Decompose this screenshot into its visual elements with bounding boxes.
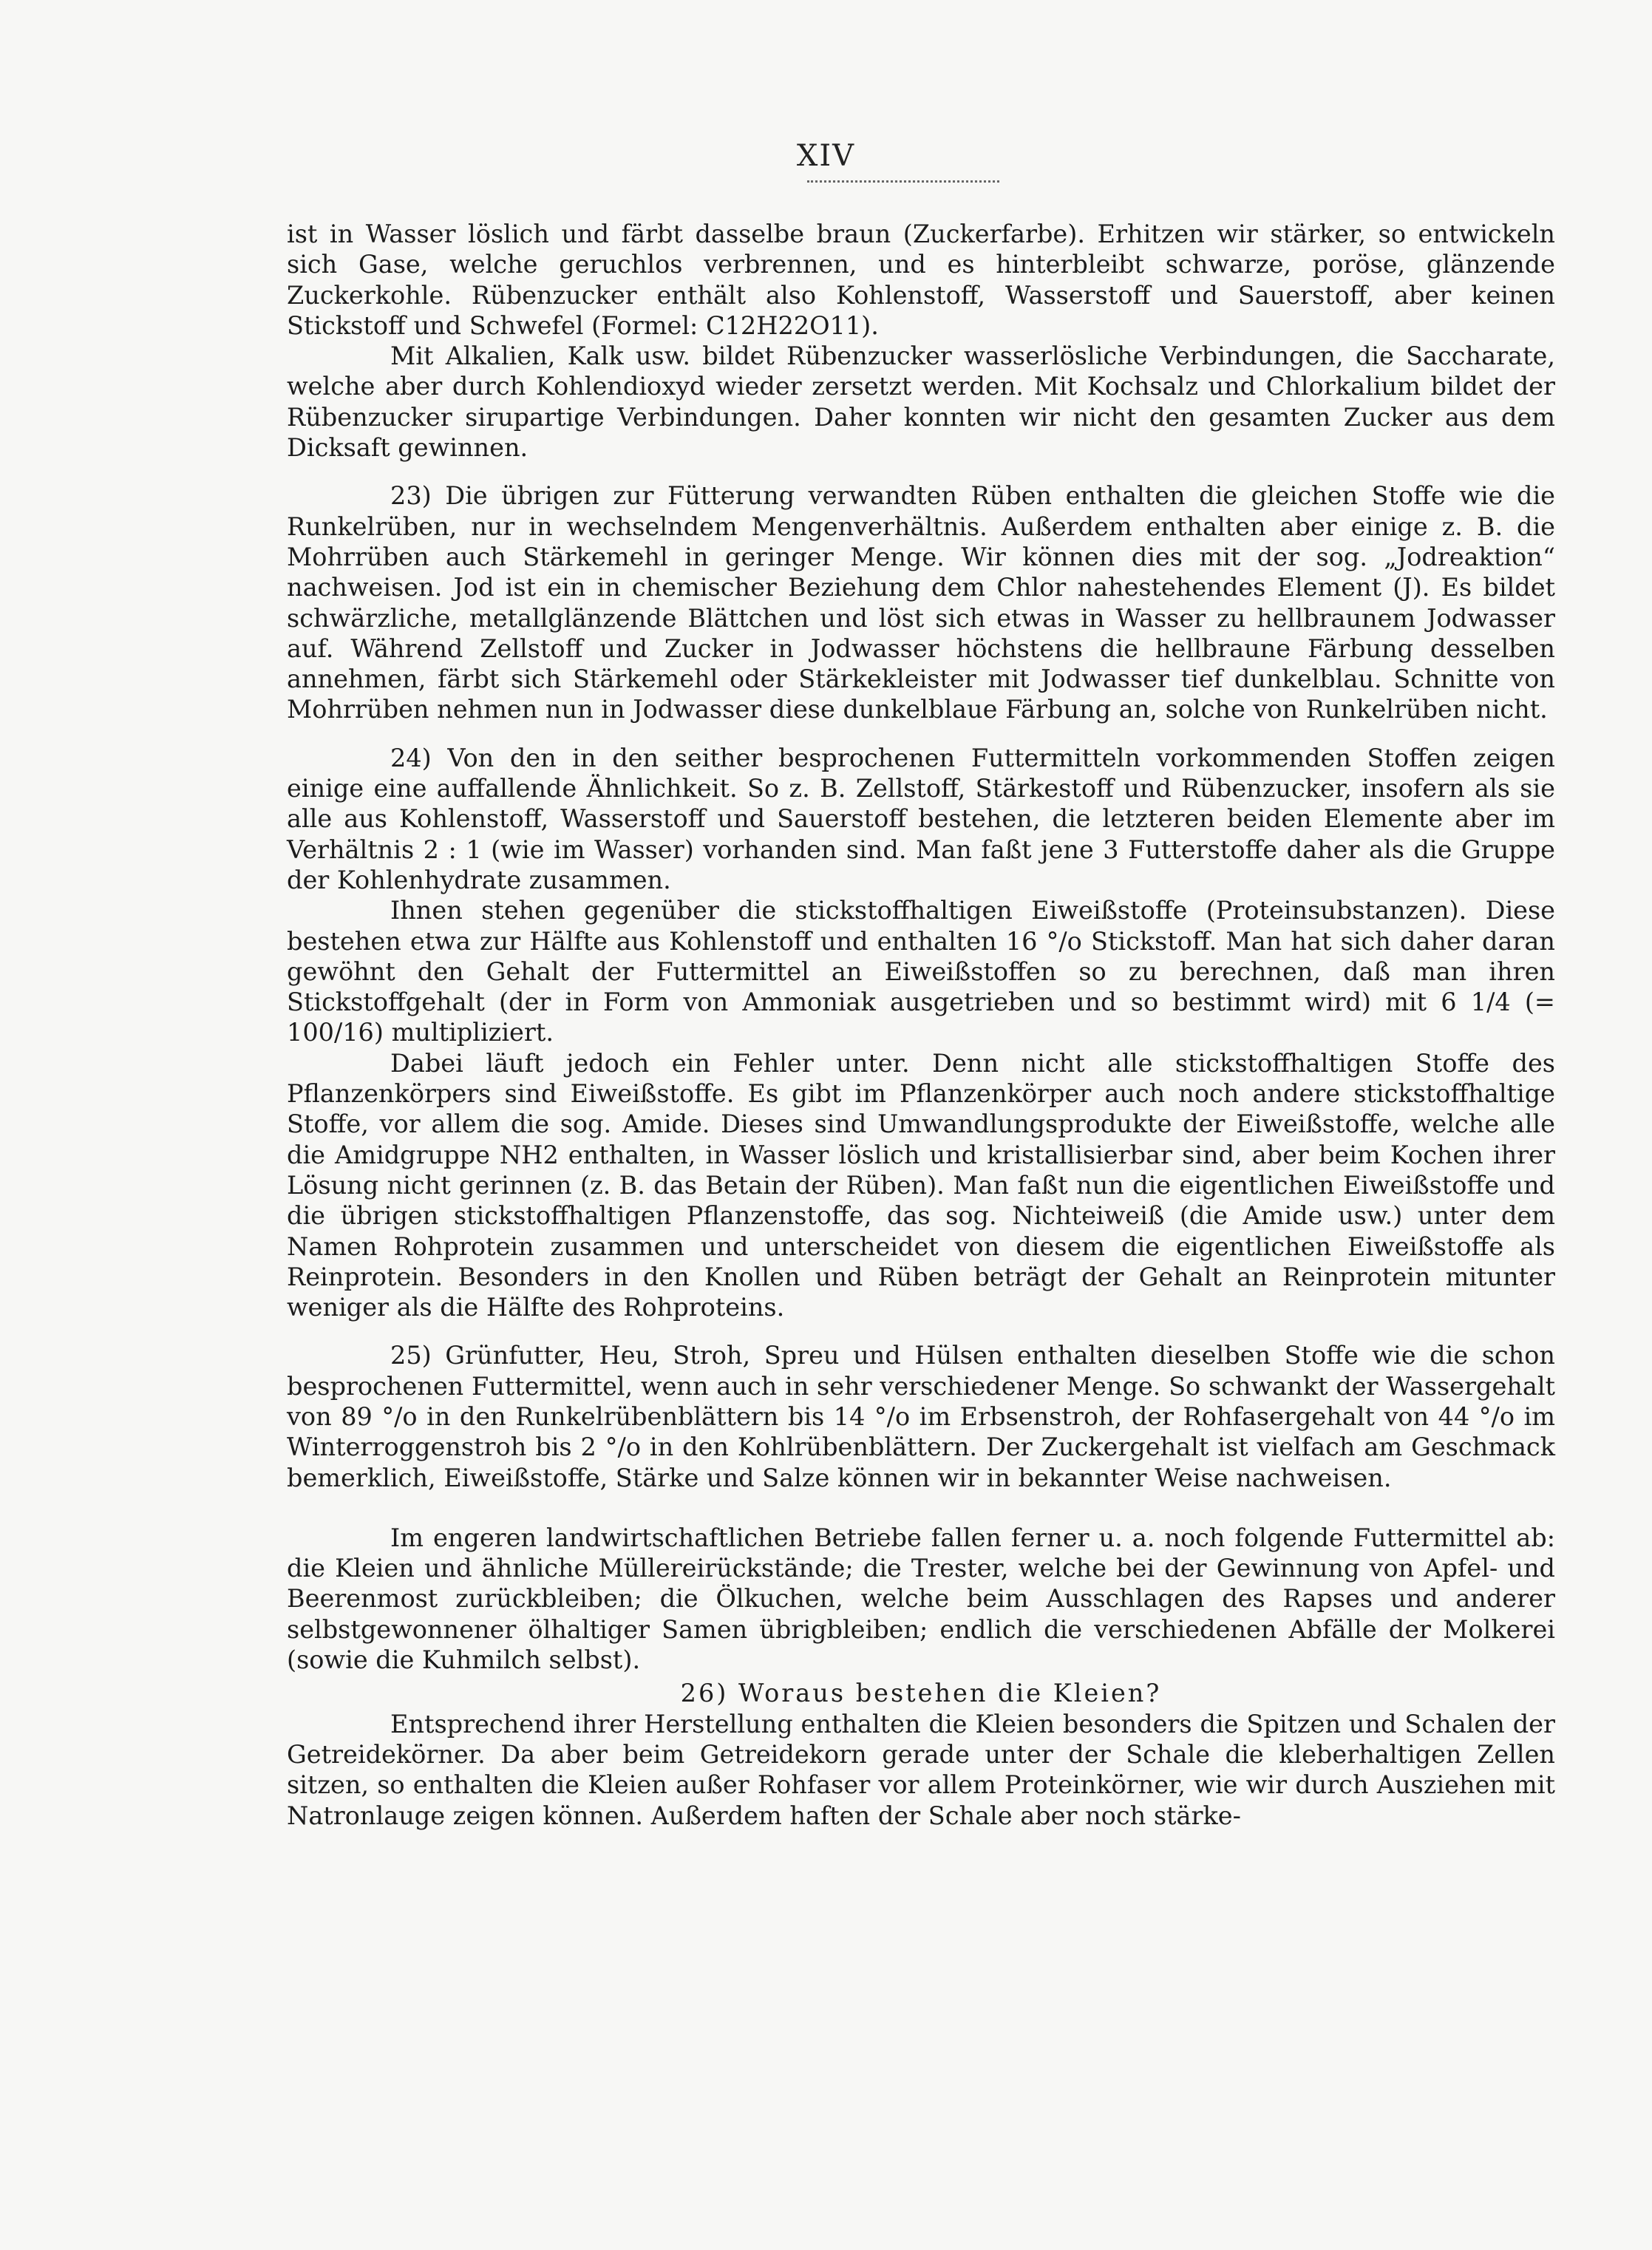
paragraph-zuckerfarbe: ist in Wasser löslich und färbt dasselbe braun (Zuckerfarbe). Erhitzen wir stärker, so entwickeln sich Gase, welche geruchlos verbrennen, und es hinterbleibt schwarze, poröse, glänzende Zuckerkohle. Rübenzucker enthält also Kohlenstoff, Wasserstoff und Sauerstoff, aber keinen Stickstoff und Schwefel (Formel: C12H22O11). [287,220,1555,340]
section-heading-26: 26) Woraus bestehen die Kleien? [680,1679,1162,1708]
paragraph-23-jodreaktion: 23) Die übrigen zur Fütterung verwandten Rüben enthalten die gleichen Stoffe wie die Runkelrüben, nur in wechselndem Mengenverhältnis. Außerdem enthalten aber einige z. B. die Mohrrüben auch Stärkemehl in geringer Menge. Wir können dies mit der sog. „Jodreaktion“ nachweisen. Jod ist ein in chemischer Beziehung dem Chlor nahestehendes Element (J). Es bildet schwärzliche, metallglänzende Blättchen und löst sich etwas in Wasser zu hellbraunem Jodwasser auf. Während Zellstoff und Zucker in Jodwasser höchstens die hellbraune Färbung desselben annehmen, färbt sich Stärkemehl oder Stärkekleister mit Jodwasser tief dunkelblau. Schnitte von Mohrrüben nehmen nun in Jodwasser diese dunkelblaue Färbung an, solche von Runkelrüben nicht. [287,481,1555,724]
paragraph-eiweissstoffe: Ihnen stehen gegenüber die stickstoffhaltigen Eiweißstoffe (Proteinsubstanzen). Diese bestehen etwa zur Hälfte aus Kohlenstoff und enthalten 16 °/o Stickstoff. Man hat sich daher daran gewöhnt den Gehalt der Futtermittel an Eiweißstoffen so zu berechnen, daß man ihren Stickstoffgehalt (der in Form von Ammoniak ausgetrieben und so bestimmt wird) mit 6 1/4 (= 100/16) multipliziert. [287,896,1555,1047]
paragraph-saccharate: Mit Alkalien, Kalk usw. bildet Rübenzucker wasserlösliche Verbindungen, die Saccharate, welche aber durch Kohlendioxyd wieder zersetzt werden. Mit Kochsalz und Chlorkalium bildet der Rübenzucker sirupartige Verbindungen. Daher konnten wir nicht den gesamten Zucker aus dem Dicksaft gewinnen. [287,341,1555,463]
paragraph-futtermittel: Im engeren landwirtschaftlichen Betriebe fallen ferner u. a. noch folgende Futtermittel ab: die Kleien und ähnliche Müllereirückstände; die Trester, welche bei der Gewinnung von Apfel- und Beerenmost zurückbleiben; die Ölkuchen, welche beim Ausschlagen des Rapses und anderer selbstgewonnener ölhaltiger Samen übrigbleiben; endlich die verschiedenen Abfälle der Molkerei (sowie die Kuhmilch selbst). [287,1523,1555,1675]
paragraph-kleien: Entsprechend ihrer Herstellung enthalten die Kleien besonders die Spitzen und Schalen der Getreidekörner. Da aber beim Getreidekorn gerade unter der Schale die kleberhaltigen Zellen sitzen, so enthalten die Kleien außer Rohfaser vor allem Proteinkörner, wie wir durch Ausziehen mit Natronlauge zeigen können. Außerdem haften der Schale aber noch stärke- [287,1709,1555,1830]
page-number-underline [807,180,999,183]
page-body [287,219,1555,1831]
paragraph-25-gruenfutter: 25) Grünfutter, Heu, Stroh, Spreu und Hülsen enthalten dieselben Stoffe wie die schon besprochenen Futtermittel, wenn auch in sehr verschiedener Menge. So schwankt der Wassergehalt von 89 °/o in den Runkelrübenblättern bis 14 °/o im Erbsenstroh, der Rohfasergehalt von 44 °/o im Winterroggenstroh bis 2 °/o in den Kohlrübenblättern. Der Zuckergehalt ist vielfach am Geschmack bemerklich, Eiweißstoffe, Stärke und Salze können wir in bekannter Weise nachweisen. [287,1341,1555,1492]
page-number: XIV [796,139,856,173]
paragraph-rohprotein: Dabei läuft jedoch ein Fehler unter. Denn nicht alle stickstoffhaltigen Stoffe des Pflanzenkörpers sind Eiweißstoffe. Es gibt im Pflanzenkörper auch noch andere stickstoffhaltige Stoffe, vor allem die sog. Amide. Dieses sind Umwandlungsprodukte der Eiweißstoffe, welche alle die Amidgruppe NH2 enthalten, in Wasser löslich und kristallisierbar sind, aber beim Kochen ihrer Lösung nicht gerinnen (z. B. das Betain der Rüben). Man faßt nun die eigentlichen Eiweißstoffe und die übrigen stickstoffhaltigen Pflanzenstoffe, das sog. Nichteiweiß (die Amide usw.) unter dem Namen Rohprotein zusammen und unterscheidet von diesem die eigentlichen Eiweißstoffe als Reinprotein. Besonders in den Knollen und Rüben beträgt der Gehalt an Reinprotein mitunter weniger als die Hälfte des Rohproteins. [287,1048,1555,1322]
paragraph-24-kohlenhydrate: 24) Von den in den seither besprochenen Futtermitteln vorkommenden Stoffen zeigen einige eine auffallende Ähnlichkeit. So z. B. Zellstoff, Stärkestoff und Rübenzucker, insofern als sie alle aus Kohlenstoff, Wasserstoff und Sauerstoff bestehen, die letzteren beiden Elemente aber im Verhältnis 2 : 1 (wie im Wasser) vorhanden sind. Man faßt jene 3 Futterstoffe daher als die Gruppe der Kohlenhydrate zusammen. [287,743,1555,894]
